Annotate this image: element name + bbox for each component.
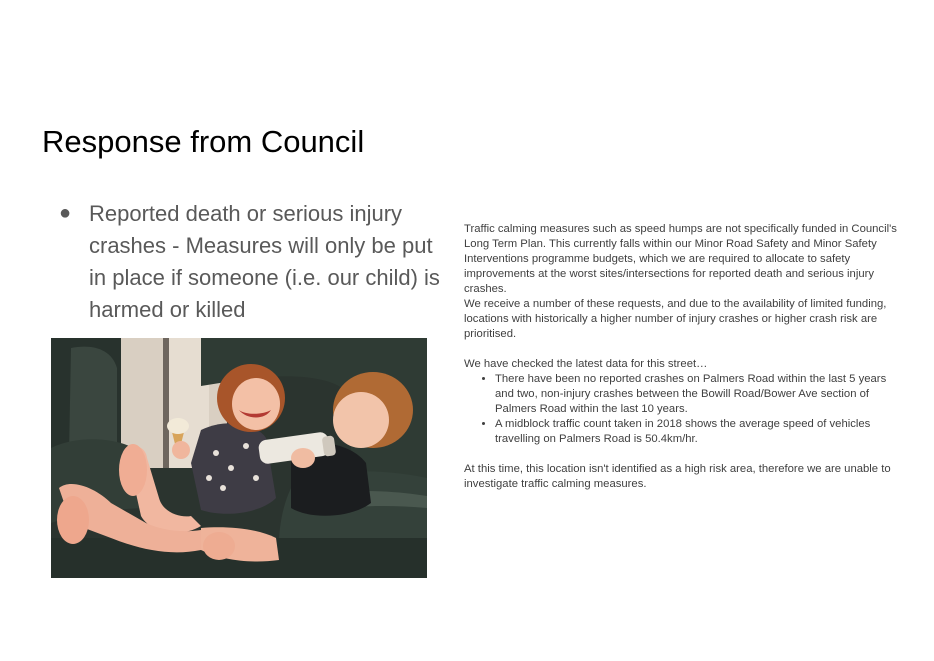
children-on-sofa-photo: [51, 338, 427, 578]
bullet-list: [50, 198, 440, 326]
council-letter-excerpt: [464, 222, 904, 492]
letter-paragraph: We receive a number of these requests, and due to the availability of limited funding, locations with historically a higher number of injury crashes or higher crash risk are prioritised.: [464, 298, 887, 340]
letter-list-item: • There have been no reported crashes on Palmers Road within the last 5 years and two, non-injury crashes between the Bowill Road/Bower Ave section of Palmers Road within the last 10 years.: [495, 372, 904, 417]
slide-title: Response from Council: [42, 124, 365, 159]
letter-paragraph: At this time, this location isn't identified as a high risk area, therefore we are unable to investigate traffic calming measures.: [464, 463, 891, 490]
letter-paragraph: We have checked the latest data for this street…: [464, 358, 708, 370]
letter-list: [464, 372, 904, 447]
letter-paragraph: Traffic calming measures such as speed humps are not specifically funded in Council's Long Term Plan. This currently falls within our Minor Road Safety and Minor Safety Interventions programme budgets, which we are required to allocate to safety improvements at the worst sites/intersections for reported death and serious injury crashes.: [464, 223, 897, 295]
bullet-dot-icon: ●: [58, 202, 72, 224]
bullet-text: Reported death or serious injury crashes - Measures will only be put in place if someone (i.e. our child) is harmed or killed: [89, 201, 440, 322]
bullet-item: [50, 198, 440, 326]
letter-list-item: • A midblock traffic count taken in 2018 shows the average speed of vehicles travelling on Palmers Road is 50.4km/hr.: [495, 417, 904, 447]
